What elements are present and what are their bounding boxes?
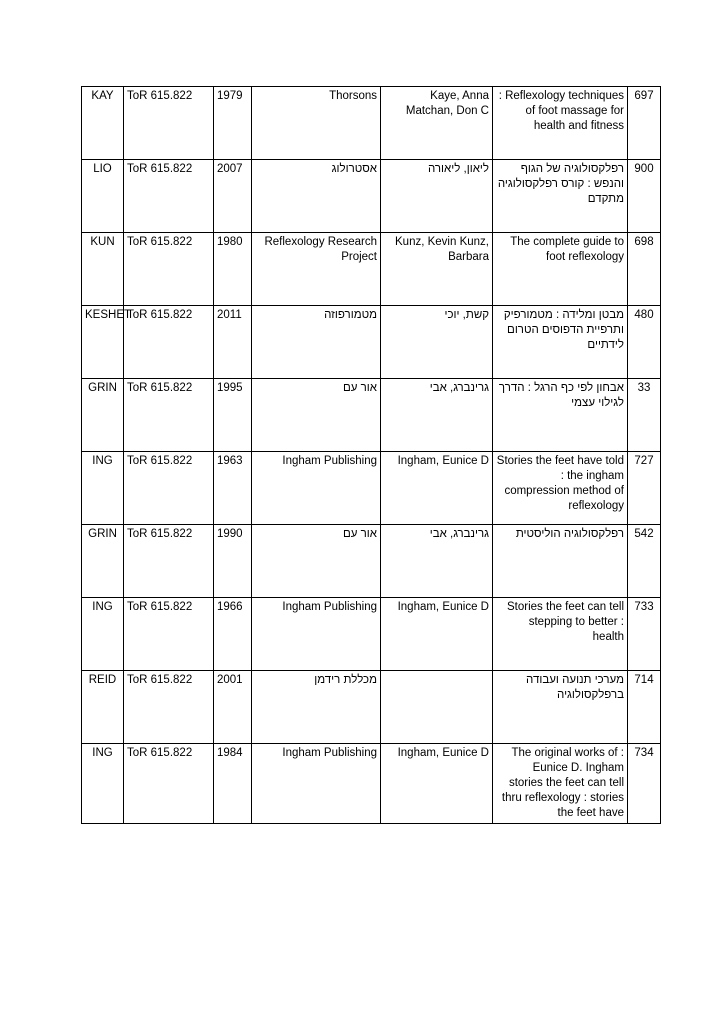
title-cell: : Reflexology techniques of foot massage for health and fitness	[493, 87, 628, 160]
shelf-code-cell: ING	[82, 744, 124, 824]
year-cell: 1966	[214, 598, 252, 671]
author-cell	[381, 671, 493, 744]
title-cell: Stories the feet have told : the ingham compression method of reflexology	[493, 452, 628, 525]
record-number-cell: 698	[628, 233, 661, 306]
call-number-cell: ToR 615.822	[124, 744, 214, 824]
year-cell: 1963	[214, 452, 252, 525]
year-cell: 1990	[214, 525, 252, 598]
call-number-cell: ToR 615.822	[124, 598, 214, 671]
call-number-cell: ToR 615.822	[124, 452, 214, 525]
title-cell: Stories the feet can tell stepping to better : health	[493, 598, 628, 671]
table-row	[82, 379, 661, 452]
table-row	[82, 598, 661, 671]
shelf-code-cell: REID	[82, 671, 124, 744]
shelf-code-cell: GRIN	[82, 525, 124, 598]
title-cell: אבחון לפי כף הרגל : הדרך לגילוי עצמי	[493, 379, 628, 452]
publisher-cell: מכללת רידמן	[252, 671, 381, 744]
table-row	[82, 452, 661, 525]
publisher-cell: Ingham Publishing	[252, 598, 381, 671]
record-number-cell: 714	[628, 671, 661, 744]
title-cell: מבטן ומלידה : מטמורפיק ותרפיית הדפוסים הטרום לידתיים	[493, 306, 628, 379]
title-cell: רפלקסולוגיה הוליסטית	[493, 525, 628, 598]
year-cell: 1980	[214, 233, 252, 306]
publisher-cell: Reflexology Research Project	[252, 233, 381, 306]
call-number-cell: ToR 615.822	[124, 306, 214, 379]
table-row	[82, 671, 661, 744]
year-cell: 1995	[214, 379, 252, 452]
publisher-cell: Ingham Publishing	[252, 452, 381, 525]
call-number-cell: ToR 615.822	[124, 525, 214, 598]
title-cell: The complete guide to foot reflexology	[493, 233, 628, 306]
year-cell: 1984	[214, 744, 252, 824]
record-number-cell: 734	[628, 744, 661, 824]
table-row	[82, 160, 661, 233]
call-number-cell: ToR 615.822	[124, 160, 214, 233]
publisher-cell: אסטרולוג	[252, 160, 381, 233]
year-cell: 2011	[214, 306, 252, 379]
call-number-cell: ToR 615.822	[124, 233, 214, 306]
shelf-code-cell: GRIN	[82, 379, 124, 452]
record-number-cell: 542	[628, 525, 661, 598]
shelf-code-cell: ING	[82, 598, 124, 671]
year-cell: 2001	[214, 671, 252, 744]
publisher-cell: אור עם	[252, 379, 381, 452]
author-cell: ליאון, ליאורה	[381, 160, 493, 233]
publisher-cell: Ingham Publishing	[252, 744, 381, 824]
call-number-cell: ToR 615.822	[124, 671, 214, 744]
author-cell: Kaye, Anna Matchan, Don C	[381, 87, 493, 160]
table-row	[82, 744, 661, 824]
publisher-cell: מטמורפוזה	[252, 306, 381, 379]
record-number-cell: 33	[628, 379, 661, 452]
shelf-code-cell: KESHET	[82, 306, 124, 379]
year-cell: 2007	[214, 160, 252, 233]
author-cell: גרינברג, אבי	[381, 525, 493, 598]
author-cell: גרינברג, אבי	[381, 379, 493, 452]
year-cell: 1979	[214, 87, 252, 160]
publisher-cell: אור עם	[252, 525, 381, 598]
title-cell: רפלקסולוגיה של הגוף והנפש : קורס רפלקסולוגיה מתקדם	[493, 160, 628, 233]
call-number-cell: ToR 615.822	[124, 87, 214, 160]
author-cell: Kunz, Kevin Kunz, Barbara	[381, 233, 493, 306]
table-row	[82, 87, 661, 160]
shelf-code-cell: KAY	[82, 87, 124, 160]
call-number-cell: ToR 615.822	[124, 379, 214, 452]
table-row	[82, 306, 661, 379]
shelf-code-cell: LIO	[82, 160, 124, 233]
publisher-cell: Thorsons	[252, 87, 381, 160]
record-number-cell: 480	[628, 306, 661, 379]
author-cell: Ingham, Eunice D	[381, 452, 493, 525]
table-row	[82, 525, 661, 598]
record-number-cell: 727	[628, 452, 661, 525]
title-cell: מערכי תנועה ועבודה ברפלקסולוגיה	[493, 671, 628, 744]
author-cell: Ingham, Eunice D	[381, 744, 493, 824]
shelf-code-cell: KUN	[82, 233, 124, 306]
table-row	[82, 233, 661, 306]
record-number-cell: 900	[628, 160, 661, 233]
author-cell: קשת, יוכי	[381, 306, 493, 379]
shelf-code-cell: ING	[82, 452, 124, 525]
title-cell: The original works of : Eunice D. Ingham stories the feet can tell thru reflexology : stories the feet have	[493, 744, 628, 824]
catalog-table	[81, 86, 661, 824]
author-cell: Ingham, Eunice D	[381, 598, 493, 671]
record-number-cell: 697	[628, 87, 661, 160]
record-number-cell: 733	[628, 598, 661, 671]
